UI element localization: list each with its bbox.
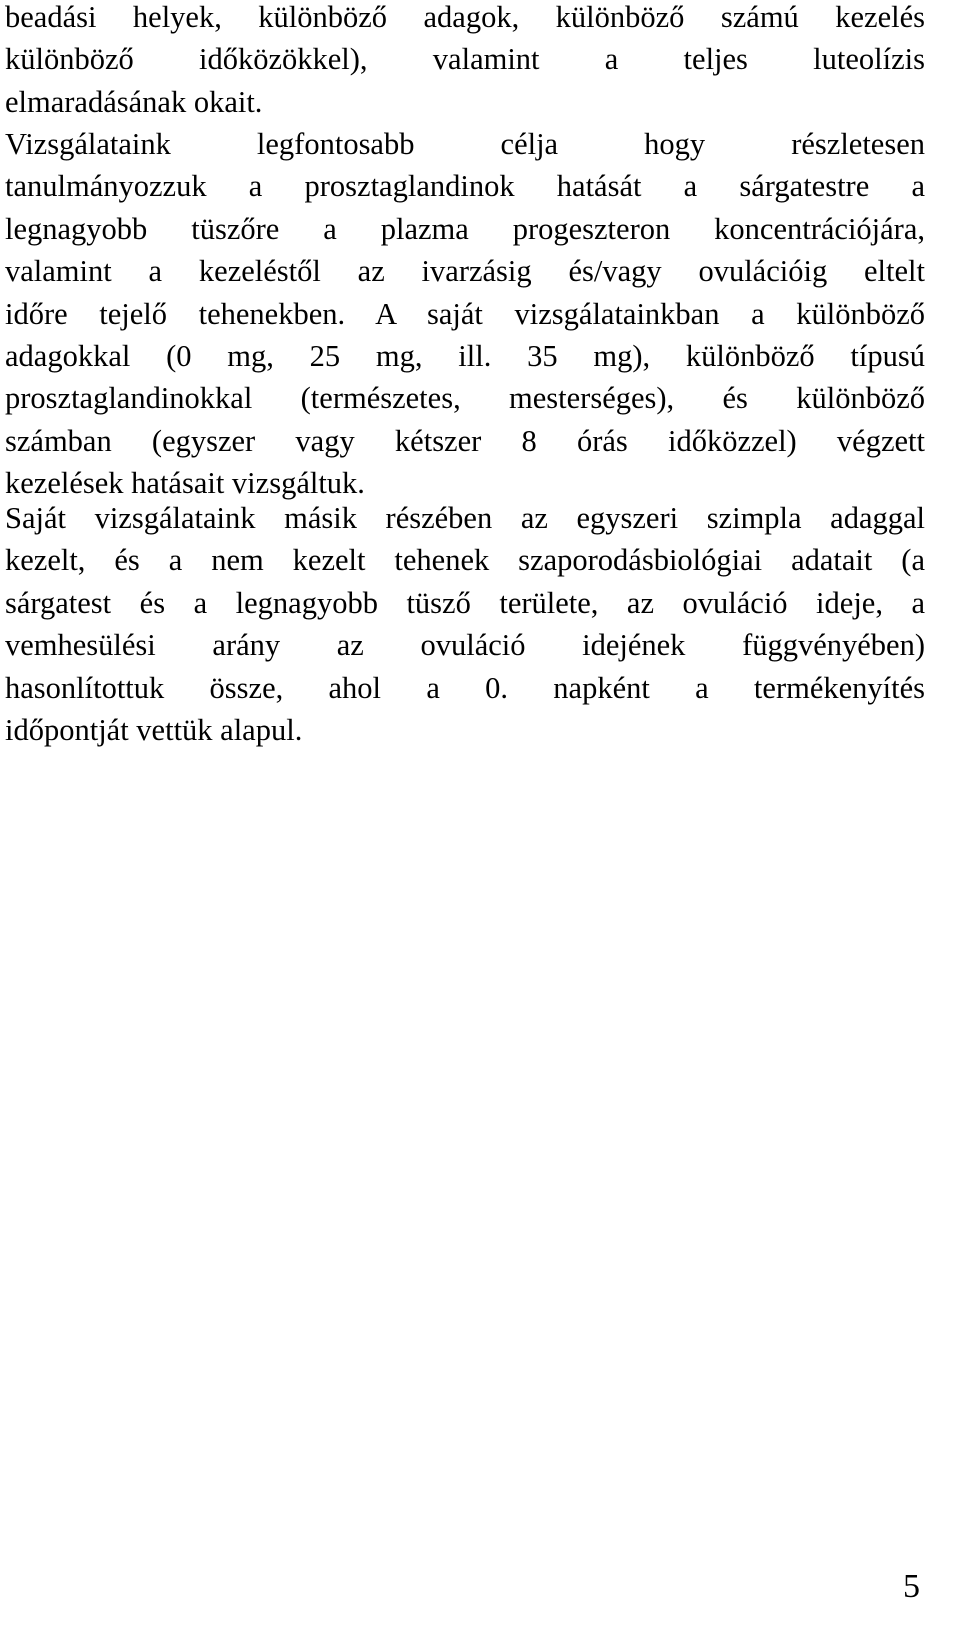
text-line: hasonlítottuk össze, ahol a 0. napként a termékenyítés [5,670,925,705]
text-line: különböző időközökkel), valamint a teljes luteolízis [5,42,925,77]
text-line: Vizsgálataink legfontosabb célja hogy részletesen [5,127,925,161]
text-line: számban (egyszer vagy kétszer 8 órás időközzel) végzett [5,423,925,458]
text-line: kezelések hatásait vizsgáltuk. [5,466,365,501]
text-line: adagokkal (0 mg, 25 mg, ill. 35 mg), különböző típusú [5,339,925,374]
page-number: 5 [903,1568,920,1605]
text-line: legnagyobb tüszőre a plazma progeszteron koncentrációjára, [5,211,925,246]
text-line: valamint a kezeléstől az ivarzásig és/vagy ovulációig eltelt [5,254,925,289]
paragraph-3 [5,497,925,751]
text-line: kezelt, és a nem kezelt tehenek szaporodásbiológiai adatait (a [5,543,925,578]
text-line: beadási helyek, különböző adagok, különböző számú kezelés [5,0,925,34]
text-line: időre tejelő tehenekben. A saját vizsgálatainkban a különböző [5,296,925,331]
paragraph-1 [5,0,925,123]
text-line: Saját vizsgálataink másik részében az egyszeri szimpla adaggal [5,501,925,535]
text-line: időpontját vettük alapul. [5,713,303,748]
text-line: sárgatest és a legnagyobb tüsző területe, az ovuláció ideje, a [5,585,925,620]
text-line: prosztaglandinokkal (természetes, mesterséges), és különböző [5,381,925,416]
text-line: elmaradásának okait. [5,84,263,119]
paragraph-2 [5,123,925,505]
text-line: vemhesülési arány az ovuláció idejének függvényében) [5,628,925,663]
text-line: tanulmányozzuk a prosztaglandinok hatását a sárgatestre a [5,169,925,204]
